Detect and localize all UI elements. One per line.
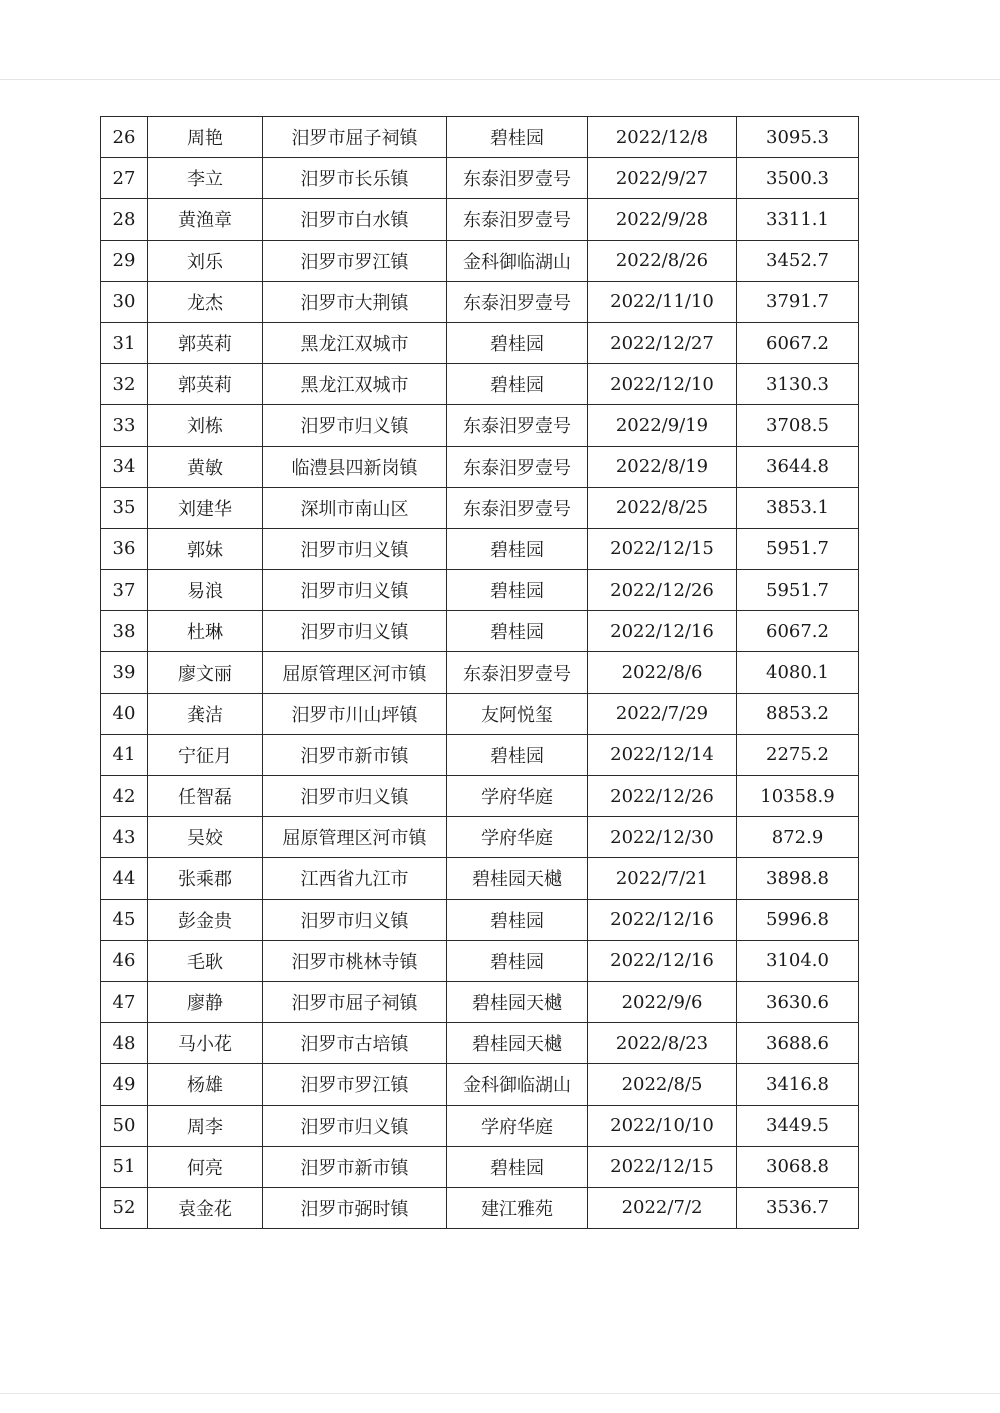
amount-cell: 8853.2 [737, 693, 859, 734]
address-cell: 汨罗市大荆镇 [263, 281, 447, 322]
table-row [101, 570, 859, 611]
row-number-cell: 40 [101, 693, 148, 734]
project-name-cell: 学府华庭 [447, 817, 588, 858]
date-cell: 2022/7/2 [588, 1187, 737, 1228]
address-cell: 汨罗市屈子祠镇 [263, 117, 447, 158]
project-name-cell: 碧桂园 [447, 899, 588, 940]
address-cell: 汨罗市归义镇 [263, 405, 447, 446]
amount-cell: 3708.5 [737, 405, 859, 446]
date-cell: 2022/8/6 [588, 652, 737, 693]
project-name-cell: 碧桂园 [447, 734, 588, 775]
date-cell: 2022/8/19 [588, 446, 737, 487]
row-number-cell: 46 [101, 940, 148, 981]
date-cell: 2022/9/27 [588, 158, 737, 199]
table-row [101, 158, 859, 199]
person-name-cell: 毛耿 [148, 940, 263, 981]
person-name-cell: 周艳 [148, 117, 263, 158]
table-row [101, 652, 859, 693]
project-name-cell: 碧桂园 [447, 117, 588, 158]
person-name-cell: 李立 [148, 158, 263, 199]
date-cell: 2022/12/14 [588, 734, 737, 775]
address-cell: 临澧县四新岗镇 [263, 446, 447, 487]
person-name-cell: 杨雄 [148, 1064, 263, 1105]
row-number-cell: 33 [101, 405, 148, 446]
project-name-cell: 东泰汨罗壹号 [447, 405, 588, 446]
amount-cell: 5951.7 [737, 528, 859, 569]
amount-cell: 3095.3 [737, 117, 859, 158]
address-cell: 汨罗市桃林寺镇 [263, 940, 447, 981]
person-name-cell: 刘建华 [148, 487, 263, 528]
amount-cell: 3452.7 [737, 240, 859, 281]
date-cell: 2022/12/15 [588, 528, 737, 569]
project-name-cell: 东泰汨罗壹号 [447, 199, 588, 240]
amount-cell: 3853.1 [737, 487, 859, 528]
project-name-cell: 金科御临湖山 [447, 240, 588, 281]
project-name-cell: 碧桂园天樾 [447, 858, 588, 899]
table-row [101, 240, 859, 281]
amount-cell: 3500.3 [737, 158, 859, 199]
project-name-cell: 东泰汨罗壹号 [447, 652, 588, 693]
row-number-cell: 52 [101, 1187, 148, 1228]
amount-cell: 3416.8 [737, 1064, 859, 1105]
person-name-cell: 龙杰 [148, 281, 263, 322]
address-cell: 汨罗市归义镇 [263, 899, 447, 940]
date-cell: 2022/12/16 [588, 611, 737, 652]
table-row [101, 405, 859, 446]
table-row [101, 1146, 859, 1187]
project-name-cell: 东泰汨罗壹号 [447, 281, 588, 322]
date-cell: 2022/9/28 [588, 199, 737, 240]
date-cell: 2022/8/26 [588, 240, 737, 281]
project-name-cell: 碧桂园 [447, 570, 588, 611]
table-row [101, 281, 859, 322]
project-name-cell: 碧桂园 [447, 611, 588, 652]
address-cell: 汨罗市白水镇 [263, 199, 447, 240]
row-number-cell: 50 [101, 1105, 148, 1146]
person-name-cell: 袁金花 [148, 1187, 263, 1228]
row-number-cell: 29 [101, 240, 148, 281]
row-number-cell: 43 [101, 817, 148, 858]
person-name-cell: 郭妹 [148, 528, 263, 569]
person-name-cell: 彭金贵 [148, 899, 263, 940]
person-name-cell: 黄渔章 [148, 199, 263, 240]
page-bottom-divider [0, 1393, 1000, 1394]
project-name-cell: 东泰汨罗壹号 [447, 158, 588, 199]
address-cell: 黑龙江双城市 [263, 322, 447, 363]
project-name-cell: 碧桂园天樾 [447, 1023, 588, 1064]
address-cell: 屈原管理区河市镇 [263, 817, 447, 858]
address-cell: 深圳市南山区 [263, 487, 447, 528]
row-number-cell: 26 [101, 117, 148, 158]
table-row [101, 734, 859, 775]
row-number-cell: 47 [101, 981, 148, 1022]
person-name-cell: 黄敏 [148, 446, 263, 487]
person-name-cell: 杜琳 [148, 611, 263, 652]
amount-cell: 3130.3 [737, 364, 859, 405]
table-row [101, 1187, 859, 1228]
person-name-cell: 郭英莉 [148, 322, 263, 363]
row-number-cell: 44 [101, 858, 148, 899]
row-number-cell: 32 [101, 364, 148, 405]
records-table [100, 116, 859, 1229]
date-cell: 2022/7/21 [588, 858, 737, 899]
project-name-cell: 东泰汨罗壹号 [447, 487, 588, 528]
date-cell: 2022/7/29 [588, 693, 737, 734]
amount-cell: 3791.7 [737, 281, 859, 322]
table-row [101, 487, 859, 528]
person-name-cell: 廖文丽 [148, 652, 263, 693]
table-row [101, 899, 859, 940]
amount-cell: 872.9 [737, 817, 859, 858]
person-name-cell: 廖静 [148, 981, 263, 1022]
records-table-body [101, 117, 859, 1229]
address-cell: 汨罗市长乐镇 [263, 158, 447, 199]
address-cell: 汨罗市罗江镇 [263, 1064, 447, 1105]
amount-cell: 2275.2 [737, 734, 859, 775]
row-number-cell: 39 [101, 652, 148, 693]
person-name-cell: 任智磊 [148, 776, 263, 817]
table-row [101, 117, 859, 158]
address-cell: 汨罗市归义镇 [263, 776, 447, 817]
amount-cell: 6067.2 [737, 611, 859, 652]
person-name-cell: 刘栋 [148, 405, 263, 446]
table-row [101, 981, 859, 1022]
date-cell: 2022/11/10 [588, 281, 737, 322]
address-cell: 汨罗市新市镇 [263, 734, 447, 775]
row-number-cell: 51 [101, 1146, 148, 1187]
row-number-cell: 27 [101, 158, 148, 199]
row-number-cell: 41 [101, 734, 148, 775]
project-name-cell: 碧桂园天樾 [447, 981, 588, 1022]
date-cell: 2022/8/25 [588, 487, 737, 528]
project-name-cell: 建江雅苑 [447, 1187, 588, 1228]
amount-cell: 3104.0 [737, 940, 859, 981]
person-name-cell: 郭英莉 [148, 364, 263, 405]
date-cell: 2022/12/27 [588, 322, 737, 363]
table-row [101, 199, 859, 240]
address-cell: 汨罗市归义镇 [263, 611, 447, 652]
table-row [101, 693, 859, 734]
date-cell: 2022/9/6 [588, 981, 737, 1022]
amount-cell: 5951.7 [737, 570, 859, 611]
project-name-cell: 碧桂园 [447, 364, 588, 405]
date-cell: 2022/12/30 [588, 817, 737, 858]
row-number-cell: 31 [101, 322, 148, 363]
amount-cell: 6067.2 [737, 322, 859, 363]
table-row [101, 1105, 859, 1146]
amount-cell: 3898.8 [737, 858, 859, 899]
row-number-cell: 34 [101, 446, 148, 487]
row-number-cell: 49 [101, 1064, 148, 1105]
person-name-cell: 吴姣 [148, 817, 263, 858]
date-cell: 2022/8/5 [588, 1064, 737, 1105]
date-cell: 2022/12/10 [588, 364, 737, 405]
project-name-cell: 碧桂园 [447, 1146, 588, 1187]
date-cell: 2022/12/16 [588, 899, 737, 940]
address-cell: 汨罗市归义镇 [263, 570, 447, 611]
row-number-cell: 42 [101, 776, 148, 817]
table-row [101, 322, 859, 363]
amount-cell: 3311.1 [737, 199, 859, 240]
address-cell: 汨罗市弼时镇 [263, 1187, 447, 1228]
project-name-cell: 友阿悦玺 [447, 693, 588, 734]
amount-cell: 3536.7 [737, 1187, 859, 1228]
date-cell: 2022/10/10 [588, 1105, 737, 1146]
table-row [101, 776, 859, 817]
row-number-cell: 28 [101, 199, 148, 240]
amount-cell: 3449.5 [737, 1105, 859, 1146]
table-row [101, 858, 859, 899]
person-name-cell: 易浪 [148, 570, 263, 611]
address-cell: 汨罗市罗江镇 [263, 240, 447, 281]
person-name-cell: 龚洁 [148, 693, 263, 734]
project-name-cell: 学府华庭 [447, 1105, 588, 1146]
address-cell: 江西省九江市 [263, 858, 447, 899]
amount-cell: 4080.1 [737, 652, 859, 693]
person-name-cell: 张乘郡 [148, 858, 263, 899]
table-row [101, 528, 859, 569]
table-row [101, 446, 859, 487]
amount-cell: 3068.8 [737, 1146, 859, 1187]
date-cell: 2022/12/15 [588, 1146, 737, 1187]
project-name-cell: 碧桂园 [447, 528, 588, 569]
project-name-cell: 学府华庭 [447, 776, 588, 817]
table-row [101, 1064, 859, 1105]
date-cell: 2022/9/19 [588, 405, 737, 446]
date-cell: 2022/12/16 [588, 940, 737, 981]
address-cell: 汨罗市新市镇 [263, 1146, 447, 1187]
project-name-cell: 金科御临湖山 [447, 1064, 588, 1105]
address-cell: 汨罗市古培镇 [263, 1023, 447, 1064]
page-top-divider [0, 79, 1000, 80]
row-number-cell: 30 [101, 281, 148, 322]
address-cell: 汨罗市归义镇 [263, 1105, 447, 1146]
date-cell: 2022/12/26 [588, 570, 737, 611]
amount-cell: 5996.8 [737, 899, 859, 940]
address-cell: 汨罗市归义镇 [263, 528, 447, 569]
person-name-cell: 周李 [148, 1105, 263, 1146]
date-cell: 2022/12/26 [588, 776, 737, 817]
project-name-cell: 碧桂园 [447, 940, 588, 981]
row-number-cell: 38 [101, 611, 148, 652]
person-name-cell: 刘乐 [148, 240, 263, 281]
date-cell: 2022/8/23 [588, 1023, 737, 1064]
address-cell: 黑龙江双城市 [263, 364, 447, 405]
address-cell: 屈原管理区河市镇 [263, 652, 447, 693]
table-row [101, 611, 859, 652]
amount-cell: 3688.6 [737, 1023, 859, 1064]
person-name-cell: 马小花 [148, 1023, 263, 1064]
amount-cell: 3630.6 [737, 981, 859, 1022]
row-number-cell: 35 [101, 487, 148, 528]
table-row [101, 364, 859, 405]
table-row [101, 1023, 859, 1064]
project-name-cell: 碧桂园 [447, 322, 588, 363]
table-row [101, 940, 859, 981]
row-number-cell: 48 [101, 1023, 148, 1064]
row-number-cell: 37 [101, 570, 148, 611]
address-cell: 汨罗市屈子祠镇 [263, 981, 447, 1022]
person-name-cell: 宁征月 [148, 734, 263, 775]
date-cell: 2022/12/8 [588, 117, 737, 158]
table-row [101, 817, 859, 858]
project-name-cell: 东泰汨罗壹号 [447, 446, 588, 487]
amount-cell: 10358.9 [737, 776, 859, 817]
amount-cell: 3644.8 [737, 446, 859, 487]
row-number-cell: 45 [101, 899, 148, 940]
address-cell: 汨罗市川山坪镇 [263, 693, 447, 734]
row-number-cell: 36 [101, 528, 148, 569]
person-name-cell: 何亮 [148, 1146, 263, 1187]
